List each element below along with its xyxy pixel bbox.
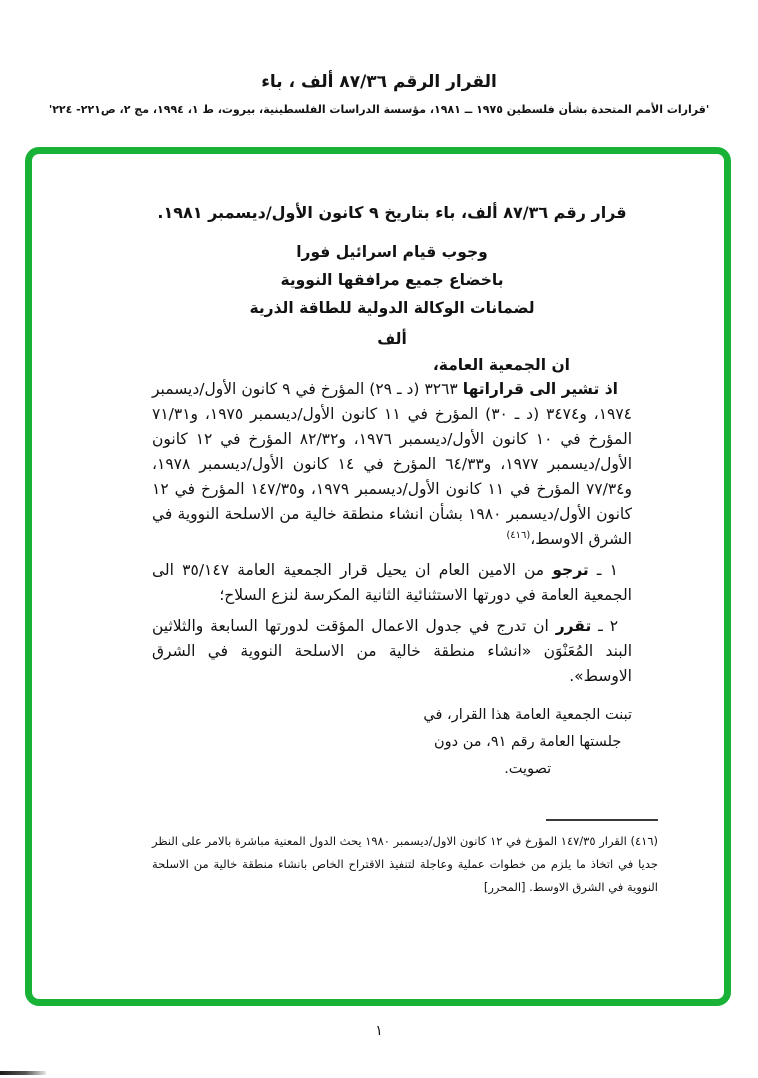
document-source-line: 'قرارات الأمم المتحدة بشأن فلسطين ١٩٧٥ ــ ١٩٨١، مؤسسة الدراسات الفلسطينية، بيروت، ط ١، ١٩٩٤، مج ٢، ص٢٢١- ٢٢٤' (48, 103, 710, 116)
opening-phrase: ان الجمعية العامة، (432, 356, 570, 374)
footnote-separator (546, 819, 658, 821)
footnote-reference: (٤١٦) (506, 529, 531, 541)
page-number: ١ (375, 1023, 383, 1039)
resolution-title: قرار رقم ٨٧/٣٦ ألف، باء بتاريخ ٩ كانون الأول/ديسمبر ١٩٨١. (157, 203, 627, 222)
paragraph-text: ان تدرج في جدول الاعمال المؤقت لدورتها السابعة والثلاثين البند المُعَنْوَن «انشاء منطقة خالية من الاسلحة النووية في الشرق الاوسط». (152, 617, 632, 685)
document-header-title: القرار الرقم ٨٧/٣٦ ألف ، باء (261, 72, 497, 92)
adoption-statement (423, 702, 632, 783)
resolution-subtitle (152, 238, 632, 322)
paragraph-number: ٢ ـ (591, 617, 619, 635)
subtitle-line: لضمانات الوكالة الدولية للطاقة الذرية (249, 299, 535, 317)
subtitle-line: وجوب قيام اسرائيل فورا (296, 243, 488, 261)
preamble-lead: اذ تشير الى قراراتها (462, 380, 618, 398)
preamble-text: ٣٢٦٣ (د ـ ٢٩) المؤرخ في ٩ كانون الأول/ديسمبر ١٩٧٤، و٣٤٧٤ (د ـ ٣٠) المؤرخ في ١١ كانون الأول/ديسمبر ١٩٧٥، و٧١/٣١ المؤرخ في ١٠ كانون الأول/ديسمبر ١٩٧٦، و٨٢/٣٢ المؤرخ في ١٢ كانون الأول/ديسمبر ١٩٧٧، و٦٤/٣٣ المؤرخ في ١٤ كانون الأول/ديسمبر ١٩٧٨، و٧٧/٣٤ المؤرخ في ١١ كانون الأول/ديسمبر ١٩٧٩، و١٤٧/٣٥ المؤرخ في ١٢ كانون الأول/ديسمبر ١٩٨٠ بشأن انشاء منطقة خالية من الاسلحة النووية في الشرق الاوسط، (152, 380, 633, 548)
paragraph-lead: تقرر (555, 617, 592, 635)
operative-paragraph-1 (152, 558, 632, 608)
adoption-line: تبنت الجمعية العامة هذا القرار، في (423, 707, 632, 723)
paragraph-number: ١ ـ (588, 561, 618, 579)
resolution-body (152, 203, 632, 783)
operative-paragraph-2 (152, 614, 632, 689)
preamble-paragraph (152, 377, 632, 552)
adoption-line: جلستها العامة رقم ٩١، من دون (434, 734, 622, 750)
footnote-text: (٤١٦) القرار ١٤٧/٣٥ المؤرخ في ١٢ كانون الاول/ديسمبر ١٩٨٠ يحث الدول المعنية مباشرة بالامر على النظر جديا في اتخاذ ما يلزم من خطوات عملية وعاجلة لتنفيذ الاقتراح الخاص بانشاء منطقة خالية من الاسلحة النووية في الشرق الاوسط. [المحرر] (151, 834, 658, 894)
scan-artifact (0, 1071, 46, 1075)
adoption-line: تصويت. (504, 761, 552, 777)
paragraph-text: من الامين العام ان يحيل قرار الجمعية العامة ٣٥/١٤٧ الى الجمعية العامة في دورتها الاستثنائية الثانية المكرسة لنزع السلاح؛ (152, 561, 632, 604)
paragraph-lead: ترجو (552, 561, 589, 579)
section-label-alif: ألف (377, 330, 407, 348)
subtitle-line: باخضاع جميع مرافقها النووية (280, 271, 504, 289)
footnote-block (152, 819, 658, 899)
